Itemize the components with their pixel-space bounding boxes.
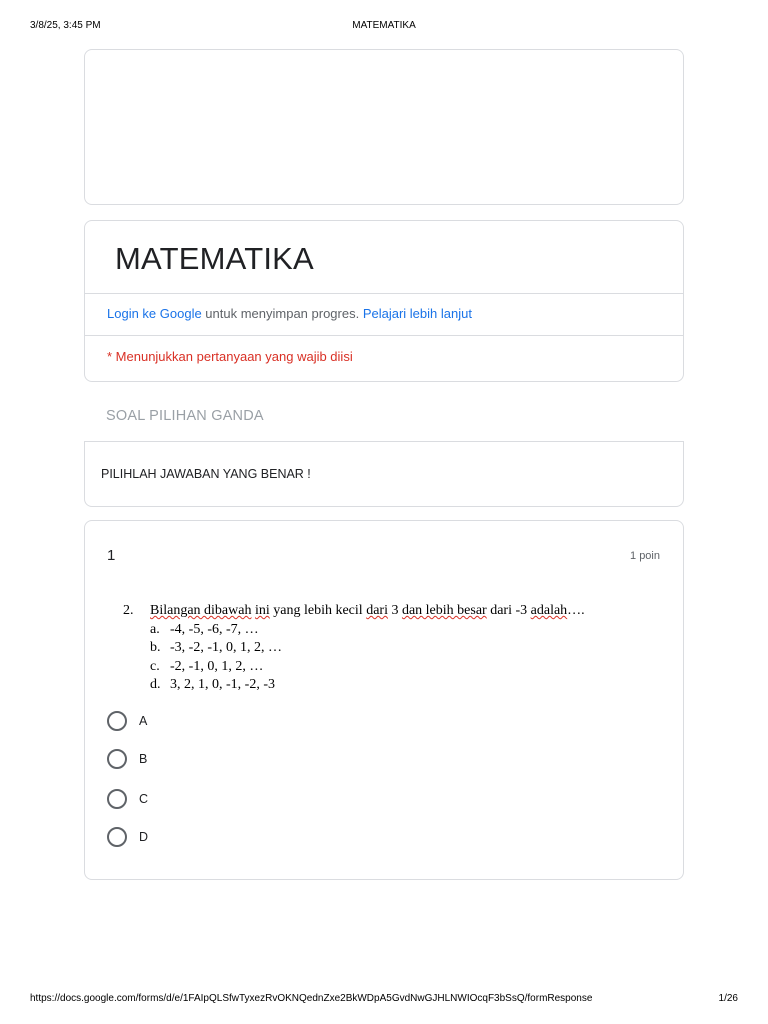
choice-d[interactable] <box>107 825 307 849</box>
question-card <box>84 520 684 880</box>
learn-more-link[interactable]: Pelajari lebih lanjut <box>362 306 472 321</box>
option-letter: b. <box>150 640 161 655</box>
question-stem-option <box>123 639 585 658</box>
stem-word: dari -3 <box>486 603 531 618</box>
radio-button-icon[interactable] <box>107 749 127 769</box>
choice-a[interactable] <box>107 709 307 733</box>
option-text: -2, -1, 0, 1, 2, … <box>170 658 264 674</box>
question-stem-option <box>123 676 585 695</box>
option-text: 3, 2, 1, 0, -1, -2, -3 <box>170 677 275 692</box>
stem-word: …. <box>567 603 585 618</box>
login-link[interactable]: Login ke Google <box>107 306 202 321</box>
radio-button-icon[interactable] <box>107 827 127 847</box>
stem-word-flagged: Bilangan dibawah <box>150 603 252 618</box>
stem-word-flagged: dari <box>366 603 388 618</box>
question-stem-option <box>123 658 585 677</box>
question-image-text <box>123 602 585 695</box>
question-stem-option <box>123 621 585 640</box>
choice-c[interactable] <box>107 787 307 811</box>
login-notice-text: untuk menyimpan progres. <box>201 306 363 321</box>
print-datetime: 3/8/25, 3:45 PM <box>30 20 101 31</box>
option-text: -3, -2, -1, 0, 1, 2, … <box>170 640 282 655</box>
option-text: -4, -5, -6, -7, … <box>170 621 259 637</box>
radio-button-icon[interactable] <box>107 711 127 731</box>
login-notice <box>107 306 472 321</box>
print-footer <box>0 993 768 1007</box>
option-letter: a. <box>150 621 160 637</box>
choice-label: C <box>139 792 149 806</box>
question-stem-text <box>150 603 585 618</box>
section-instruction: PILIHLAH JAWABAN YANG BENAR ! <box>101 467 311 481</box>
print-page-number: 1/26 <box>718 993 738 1004</box>
form-title: MATEMATIKA <box>115 241 314 276</box>
print-url: https://docs.google.com/forms/d/e/1FAIpQLSfwTyxezRvOKNQednZxe2BkWDpA5GvdNwGJHLNWIOcqF3bSsQ/formResponse <box>30 993 593 1004</box>
print-title: MATEMATIKA <box>352 20 416 31</box>
radio-button-icon[interactable] <box>107 789 127 809</box>
form-title-card <box>84 220 684 382</box>
divider <box>85 335 683 336</box>
header-banner <box>84 49 684 205</box>
question-stem <box>123 602 585 621</box>
choice-label: D <box>139 830 149 844</box>
print-header <box>0 20 768 34</box>
choice-b[interactable] <box>107 747 307 771</box>
divider <box>85 293 683 294</box>
question-stem-number: 2. <box>123 603 134 618</box>
question-number: 1 <box>107 547 116 564</box>
stem-word-flagged: dan lebih besar <box>401 603 487 618</box>
choice-label: B <box>139 752 148 766</box>
stem-word: yang lebih kecil <box>269 603 367 618</box>
stem-word-flagged: adalah <box>530 603 568 618</box>
section-description-card <box>84 441 684 507</box>
option-letter: c. <box>150 658 160 674</box>
stem-word: 3 <box>387 603 402 618</box>
option-letter: d. <box>150 677 161 692</box>
section-title: SOAL PILIHAN GANDA <box>106 408 264 424</box>
choice-label: A <box>139 714 148 728</box>
question-points: 1 poin <box>630 550 660 562</box>
required-note: * Menunjukkan pertanyaan yang wajib diisi <box>107 349 353 364</box>
stem-word-flagged: ini <box>254 603 270 618</box>
